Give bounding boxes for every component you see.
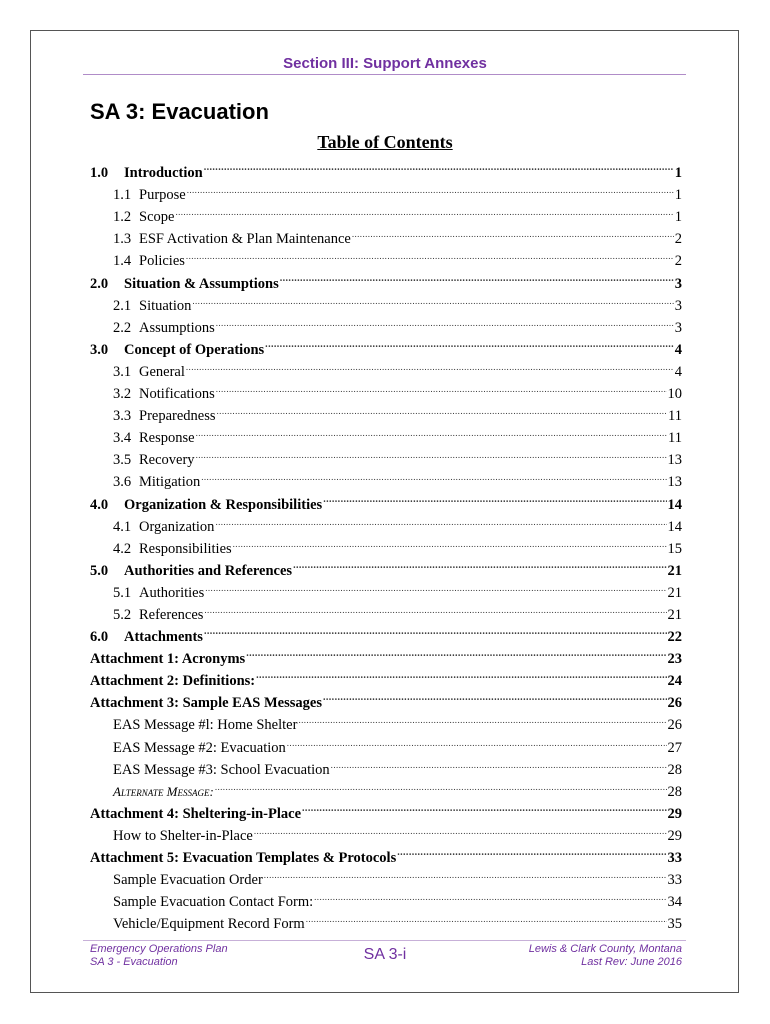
toc-entry-number: 3.4 xyxy=(113,430,132,447)
toc-dot-leader xyxy=(215,774,667,796)
toc-dot-leader xyxy=(192,288,673,310)
toc-entry-label: Attachment 5: Evacuation Templates & Protocols xyxy=(90,850,397,866)
toc-entry-number: 5.1 xyxy=(113,584,132,601)
toc-entry-page: 1 xyxy=(674,187,682,204)
toc-dot-leader xyxy=(233,531,667,553)
toc-entry-label: References xyxy=(139,606,204,623)
toc-entry-label: Notifications xyxy=(139,386,215,403)
toc-entry-label: EAS Message #l: Home Shelter xyxy=(113,717,298,734)
footer-right xyxy=(529,943,682,969)
toc-entry-number: 1.2 xyxy=(113,209,132,226)
toc-dot-leader xyxy=(298,707,666,729)
toc-dot-leader xyxy=(287,729,667,751)
toc-entry-number: 1.0 xyxy=(90,165,109,182)
toc-entry-number: 3.1 xyxy=(113,363,132,380)
page-number: SA 3-i xyxy=(363,946,407,963)
toc-entry-label: Preparedness xyxy=(139,408,216,425)
toc-entry-number: 1.1 xyxy=(113,187,132,204)
toc-entry-page: 2 xyxy=(674,253,682,270)
toc-entry-page: 27 xyxy=(667,739,682,756)
footer-annex-name: SA 3 - Evacuation xyxy=(90,956,178,968)
toc-entry-number: 3.3 xyxy=(113,408,132,425)
toc-dot-leader xyxy=(175,199,673,221)
toc-entry-label: Organization xyxy=(139,518,215,535)
toc-dot-leader xyxy=(246,641,666,663)
toc-dot-leader xyxy=(187,177,674,199)
toc-dot-leader xyxy=(204,619,667,641)
toc-entry-page: 35 xyxy=(667,916,682,933)
toc-entry-label: Sample Evacuation Contact Form: xyxy=(113,894,314,911)
toc-dot-leader xyxy=(186,243,674,265)
toc-entry-label: ESF Activation & Plan Maintenance xyxy=(139,231,351,248)
toc-entry-number: 4.2 xyxy=(113,540,132,557)
toc-entry-page: 28 xyxy=(667,783,682,800)
toc-dot-leader xyxy=(280,265,674,287)
toc-entry-page: 24 xyxy=(667,673,682,690)
toc-entry-page: 2 xyxy=(674,231,682,248)
toc-entry-label: Vehicle/Equipment Record Form xyxy=(113,916,305,933)
toc-entry-label: Scope xyxy=(139,209,175,226)
toc-entry-label: Mitigation xyxy=(139,474,201,491)
toc-entry-page: 21 xyxy=(667,606,682,623)
toc-entry-label: Attachment 4: Sheltering-in-Place xyxy=(90,805,302,822)
toc-dot-leader xyxy=(352,221,674,243)
toc-entry-number: 5.2 xyxy=(113,606,132,623)
toc-entry-page: 13 xyxy=(667,452,682,469)
toc-dot-leader xyxy=(323,685,667,707)
toc-dot-leader xyxy=(186,354,674,376)
toc-dot-leader xyxy=(205,575,666,597)
toc-entry-label: Authorities and References xyxy=(124,562,293,579)
toc-title: Table of Contents xyxy=(317,132,453,152)
toc-entry-page: 21 xyxy=(667,562,682,579)
toc-entry-page: 29 xyxy=(667,827,682,844)
toc-entry-number: 1.3 xyxy=(113,231,132,248)
section-header: Section III: Support Annexes xyxy=(283,55,487,72)
toc-entry-number: 1.4 xyxy=(113,253,132,270)
toc-entry-number: 6.0 xyxy=(90,629,109,646)
toc-dot-leader xyxy=(264,862,667,884)
footer-county: Lewis & Clark County, Montana xyxy=(528,943,682,955)
toc-dot-leader xyxy=(323,486,666,508)
toc-dot-leader xyxy=(254,818,667,840)
toc-dot-leader xyxy=(265,332,674,354)
toc-entry-label: Alternate Message: xyxy=(113,783,214,799)
footer-rule xyxy=(83,940,686,941)
toc-entry-page: 15 xyxy=(667,540,682,557)
toc-entry-number: 3.2 xyxy=(113,386,132,403)
toc-dot-leader xyxy=(196,442,667,464)
toc-entry-page: 1 xyxy=(674,165,682,182)
toc-entry-number: 2.0 xyxy=(90,275,109,292)
toc-entry-page: 3 xyxy=(674,275,682,292)
toc-dot-leader xyxy=(216,376,667,398)
toc-entry-label: Assumptions xyxy=(139,319,215,336)
header-rule xyxy=(83,74,686,75)
toc-dot-leader xyxy=(302,796,666,818)
toc-entry-number: 4.1 xyxy=(113,518,132,535)
toc-dot-leader xyxy=(397,840,666,862)
toc-dot-leader xyxy=(306,906,667,928)
toc-entry-number: 4.0 xyxy=(90,496,109,513)
table-of-contents xyxy=(90,155,682,933)
toc-entry-label: Attachment 3: Sample EAS Messages xyxy=(90,695,322,712)
toc-entry-number: 2.1 xyxy=(113,297,132,314)
toc-entry[interactable] xyxy=(90,155,682,182)
toc-entry-page: 3 xyxy=(674,297,682,314)
toc-dot-leader xyxy=(215,509,666,531)
toc-entry-page: 21 xyxy=(667,584,682,601)
toc-entry-label: Introduction xyxy=(124,165,203,182)
toc-entry-page: 33 xyxy=(667,850,682,866)
toc-entry-page: 13 xyxy=(667,474,682,491)
toc-dot-leader xyxy=(216,310,674,332)
toc-entry-label: Response xyxy=(139,430,195,447)
toc-dot-leader xyxy=(204,155,674,177)
toc-entry-page: 22 xyxy=(667,629,682,646)
toc-entry-page: 26 xyxy=(667,717,682,734)
toc-entry-number: 2.2 xyxy=(113,319,132,336)
toc-entry-page: 29 xyxy=(667,805,682,822)
toc-entry[interactable] xyxy=(90,221,682,248)
toc-entry-label: Authorities xyxy=(139,584,205,601)
toc-entry-page: 33 xyxy=(667,872,682,889)
toc-entry-label: EAS Message #2: Evacuation xyxy=(113,739,286,756)
toc-entry-page: 11 xyxy=(668,408,682,425)
toc-dot-leader xyxy=(256,663,666,685)
toc-entry[interactable] xyxy=(90,199,682,226)
toc-entry-label: EAS Message #3: School Evacuation xyxy=(113,761,330,778)
toc-entry-page: 14 xyxy=(667,518,682,535)
toc-entry-page: 4 xyxy=(674,363,682,380)
toc-entry-label: General xyxy=(139,363,185,380)
toc-entry-label: Attachment 2: Definitions: xyxy=(90,673,256,690)
toc-entry-label: Recovery xyxy=(139,452,195,469)
toc-dot-leader xyxy=(331,752,667,774)
toc-dot-leader xyxy=(217,398,668,420)
toc-entry-page: 23 xyxy=(667,651,682,668)
toc-entry-label: Attachment 1: Acronyms xyxy=(90,651,246,668)
toc-entry-page: 3 xyxy=(674,319,682,336)
toc-entry-page: 14 xyxy=(667,496,682,513)
toc-entry-label: Situation xyxy=(139,297,192,314)
toc-entry-number: 5.0 xyxy=(90,562,109,579)
page-title: SA 3: Evacuation xyxy=(90,99,269,124)
toc-entry-label: Concept of Operations xyxy=(124,341,265,358)
toc-dot-leader xyxy=(204,597,666,619)
toc-dot-leader xyxy=(201,464,666,486)
toc-entry-page: 10 xyxy=(667,386,682,403)
footer-plan-name: Emergency Operations Plan xyxy=(90,943,228,955)
toc-dot-leader xyxy=(314,884,666,906)
toc-entry-label: Situation & Assumptions xyxy=(124,275,279,292)
toc-entry-label: Attachments xyxy=(124,629,203,646)
toc-entry-page: 26 xyxy=(667,695,682,712)
toc-dot-leader xyxy=(196,420,667,442)
toc-entry-page: 11 xyxy=(668,430,682,447)
footer-revision: Last Rev: June 2016 xyxy=(581,956,682,968)
toc-entry-label: Policies xyxy=(139,253,185,270)
toc-entry-label: Organization & Responsibilities xyxy=(124,496,323,513)
toc-entry-number: 3.6 xyxy=(113,474,132,491)
toc-entry-page: 28 xyxy=(667,761,682,778)
toc-dot-leader xyxy=(293,553,666,575)
toc-entry-number: 3.0 xyxy=(90,341,109,358)
toc-entry-label: Purpose xyxy=(139,187,186,204)
toc-entry-label: Sample Evacuation Order xyxy=(113,872,263,889)
toc-entry-label: Responsibilities xyxy=(139,540,232,557)
toc-entry-page: 4 xyxy=(674,341,682,358)
toc-entry-number: 3.5 xyxy=(113,452,132,469)
toc-entry-page: 34 xyxy=(667,894,682,911)
toc-entry-page: 1 xyxy=(674,209,682,226)
toc-entry-label: How to Shelter-in-Place xyxy=(113,827,253,844)
